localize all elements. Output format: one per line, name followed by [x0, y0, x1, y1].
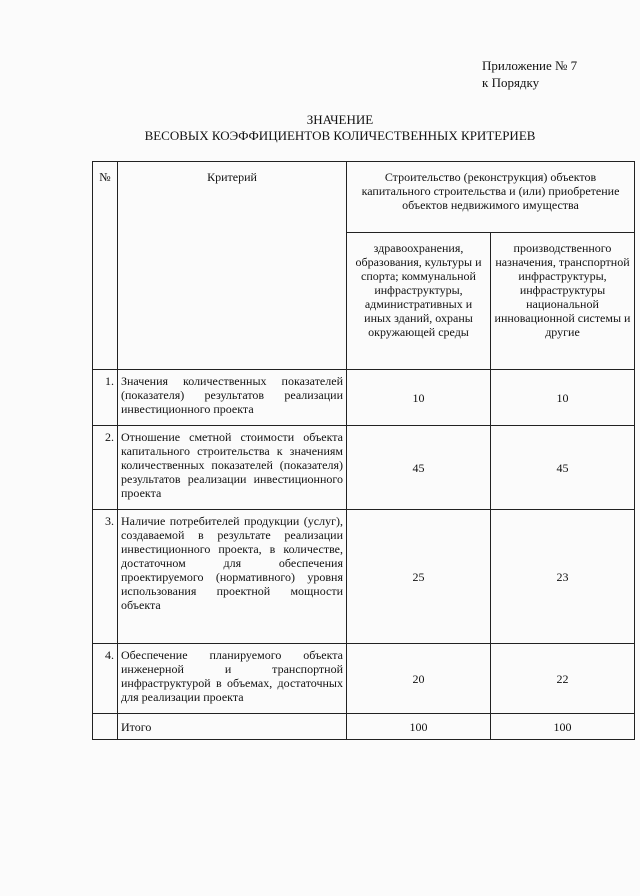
- header-construction-group: Строительство (реконструкция) объектов капитального строительства и (или) приобретение объектов недвижимого имущества: [347, 162, 635, 233]
- row-value-social: 20: [347, 644, 491, 714]
- total-value-social: 100: [347, 714, 491, 740]
- coefficients-table: [92, 161, 635, 740]
- appendix-number: Приложение № 7: [482, 58, 578, 73]
- row-criterion: Наличие потребителей продукции (услуг), создаваемой в результате реализации инвестиционного проекта, в количестве, достаточном для обеспечения проектируемого (нормативного) уровня использования проектной мощности объекта: [118, 510, 347, 644]
- row-value-industrial: 23: [491, 510, 635, 644]
- table-row: [93, 426, 635, 510]
- row-criterion: Обеспечение планируемого объекта инженерной и транспортной инфраструктурой в объемах, достаточных для реализации проекта: [118, 644, 347, 714]
- total-label: Итого: [118, 714, 347, 740]
- document-title: [80, 112, 600, 144]
- appendix-reference: [482, 57, 577, 91]
- title-line-2: ВЕСОВЫХ КОЭФФИЦИЕНТОВ КОЛИЧЕСТВЕННЫХ КРИТЕРИЕВ: [144, 128, 536, 143]
- row-number: 2.: [93, 426, 118, 510]
- table-row: [93, 370, 635, 426]
- row-value-social: 25: [347, 510, 491, 644]
- row-criterion: Отношение сметной стоимости объекта капитального строительства к значениям количественных показателей (показателя) результатов реализации инвестиционного проекта: [118, 426, 347, 510]
- table-row: [93, 644, 635, 714]
- total-number-cell: [93, 714, 118, 740]
- table-row: [93, 510, 635, 644]
- row-value-social: 10: [347, 370, 491, 426]
- appendix-order: к Порядку: [482, 75, 540, 90]
- header-number: №: [93, 162, 118, 370]
- header-criterion: Критерий: [118, 162, 347, 370]
- row-value-social: 45: [347, 426, 491, 510]
- total-value-industrial: 100: [491, 714, 635, 740]
- title-line-1: ЗНАЧЕНИЕ: [306, 112, 374, 127]
- row-number: 4.: [93, 644, 118, 714]
- row-number: 1.: [93, 370, 118, 426]
- header-column-social: здравоохранения, образования, культуры и спорта; коммунальной инфраструктуры, административных и иных зданий, охраны окружающей среды: [347, 233, 491, 370]
- row-value-industrial: 10: [491, 370, 635, 426]
- header-column-industrial: производственного назначения, транспортной инфраструктуры, инфраструктуры национальной инновационной системы и другие: [491, 233, 635, 370]
- table-header-row: [93, 162, 635, 233]
- table-total-row: [93, 714, 635, 740]
- row-value-industrial: 45: [491, 426, 635, 510]
- row-criterion: Значения количественных показателей (показателя) результатов реализации инвестиционного проекта: [118, 370, 347, 426]
- row-value-industrial: 22: [491, 644, 635, 714]
- row-number: 3.: [93, 510, 118, 644]
